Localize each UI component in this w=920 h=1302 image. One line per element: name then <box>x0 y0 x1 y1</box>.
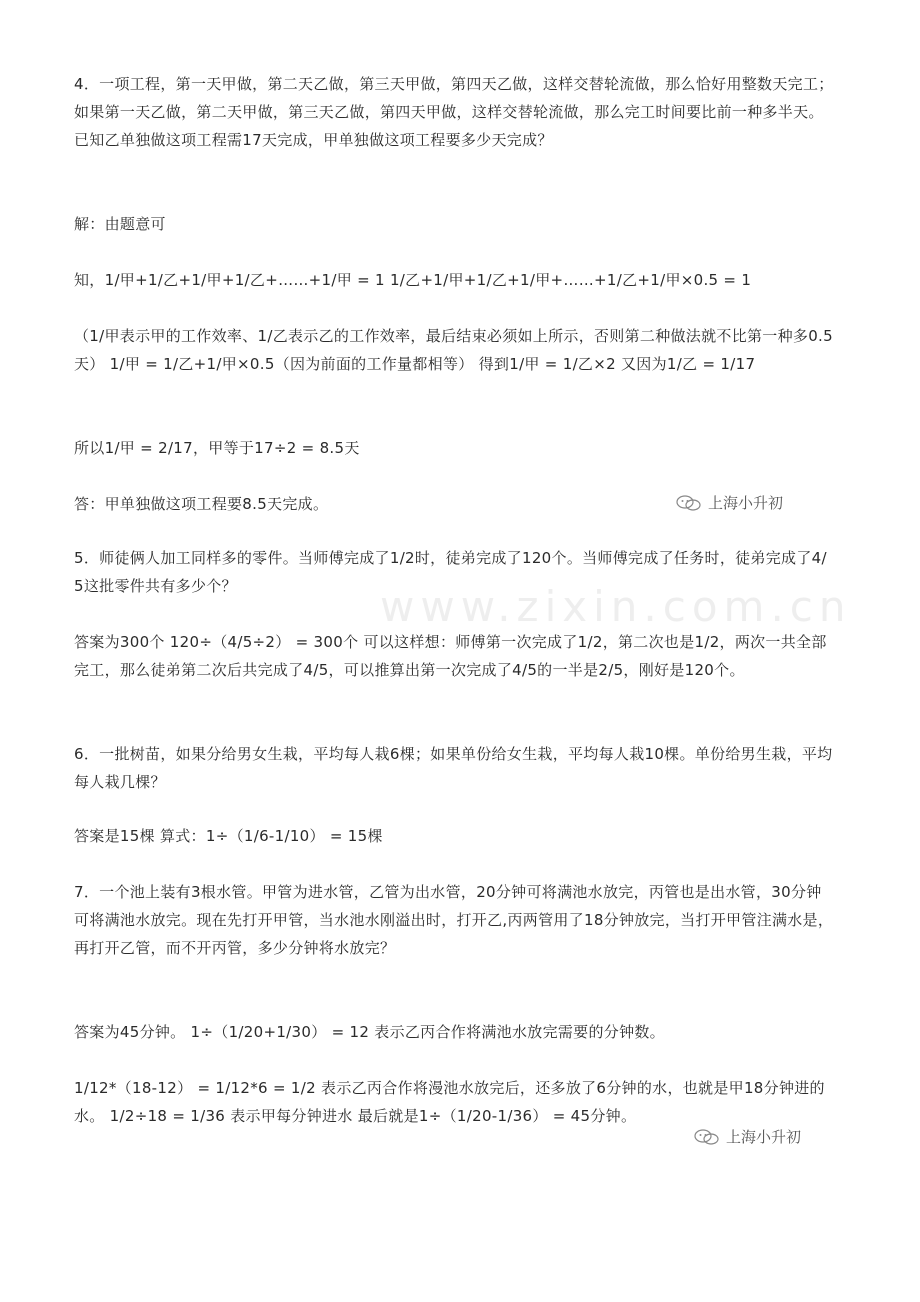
answer-7-continued: 1/12*（18-12） = 1/12*6 = 1/2 表示乙丙合作将漫池水放完后，还多放了6分钟的水，也就是甲18分钟进的水。 1/2÷18 = 1/36 表示甲每分钟进水 最后就是1÷（1/20-1/36） = 45分钟。 <box>74 1079 825 1125</box>
source-watermark-text: 上海小升初 <box>708 494 784 512</box>
answer-7: 答案为45分钟。 1÷（1/20+1/30） = 12 表示乙丙合作将满池水放完需要的分钟数。 <box>74 1023 665 1041</box>
source-watermark <box>676 492 783 513</box>
answer-4-explanation: （1/甲表示甲的工作效率、1/乙表示乙的工作效率，最后结束必须如上所示，否则第二种做法就不比第一种多0.5天） 1/甲 = 1/乙+1/甲×0.5（因为前面的工作量都相等） 得到1/甲 = 1/乙×2 又因为1/乙 = 1/17 <box>74 327 833 373</box>
answer-6: 答案是15棵 算式：1÷（1/6-1/10） = 15棵 <box>74 827 383 845</box>
question-4: 4．一项工程，第一天甲做，第二天乙做，第三天甲做，第四天乙做，这样交替轮流做，那么恰好用整数天完工；如果第一天乙做，第二天甲做，第三天乙做，第四天甲做，这样交替轮流做，那么完工时间要比前一种多半天。已知乙单独做这项工程需17天完成，甲单独做这项工程要多少天完成？ <box>74 75 834 149</box>
answer-4-equation: 知，1/甲+1/乙+1/甲+1/乙+……+1/甲 = 1 1/乙+1/甲+1/乙+1/甲+……+1/乙+1/甲×0.5 = 1 <box>74 271 752 289</box>
source-watermark-bottom <box>694 1126 801 1147</box>
question-7: 7．一个池上装有3根水管。甲管为进水管，乙管为出水管，20分钟可将满池水放完，丙管也是出水管，30分钟可将满池水放完。现在先打开甲管，当水池水刚溢出时，打开乙,丙两管用了18分钟放完，当打开甲管注满水是，再打开乙管，而不开丙管，多少分钟将水放完？ <box>74 883 834 957</box>
wechat-icon <box>676 494 702 512</box>
background-watermark: www.zixin.com.cn <box>380 582 852 631</box>
answer-5: 答案为300个 120÷（4/5÷2） = 300个 可以这样想：师傅第一次完成了1/2，第二次也是1/2，两次一共全部完工，那么徒弟第二次后共完成了4/5，可以推算出第一次完成了4/5的一半是2/5，刚好是120个。 <box>74 633 827 679</box>
question-6: 6．一批树苗，如果分给男女生栽，平均每人栽6棵；如果单份给女生栽，平均每人栽10棵。单份给男生栽，平均每人栽几棵？ <box>74 745 833 791</box>
source-watermark-bottom-text: 上海小升初 <box>726 1128 802 1146</box>
wechat-icon <box>694 1128 720 1146</box>
answer-4-intro: 解：由题意可 <box>74 215 166 233</box>
question-5: 5．师徒俩人加工同样多的零件。当师傅完成了1/2时，徒弟完成了120个。当师傅完成了任务时，徒弟完成了4/5这批零件共有多少个？ <box>74 549 827 595</box>
answer-4-conclusion: 所以1/甲 = 2/17，甲等于17÷2 = 8.5天 <box>74 439 360 457</box>
answer-4-final: 答：甲单独做这项工程要8.5天完成。 <box>74 495 329 513</box>
